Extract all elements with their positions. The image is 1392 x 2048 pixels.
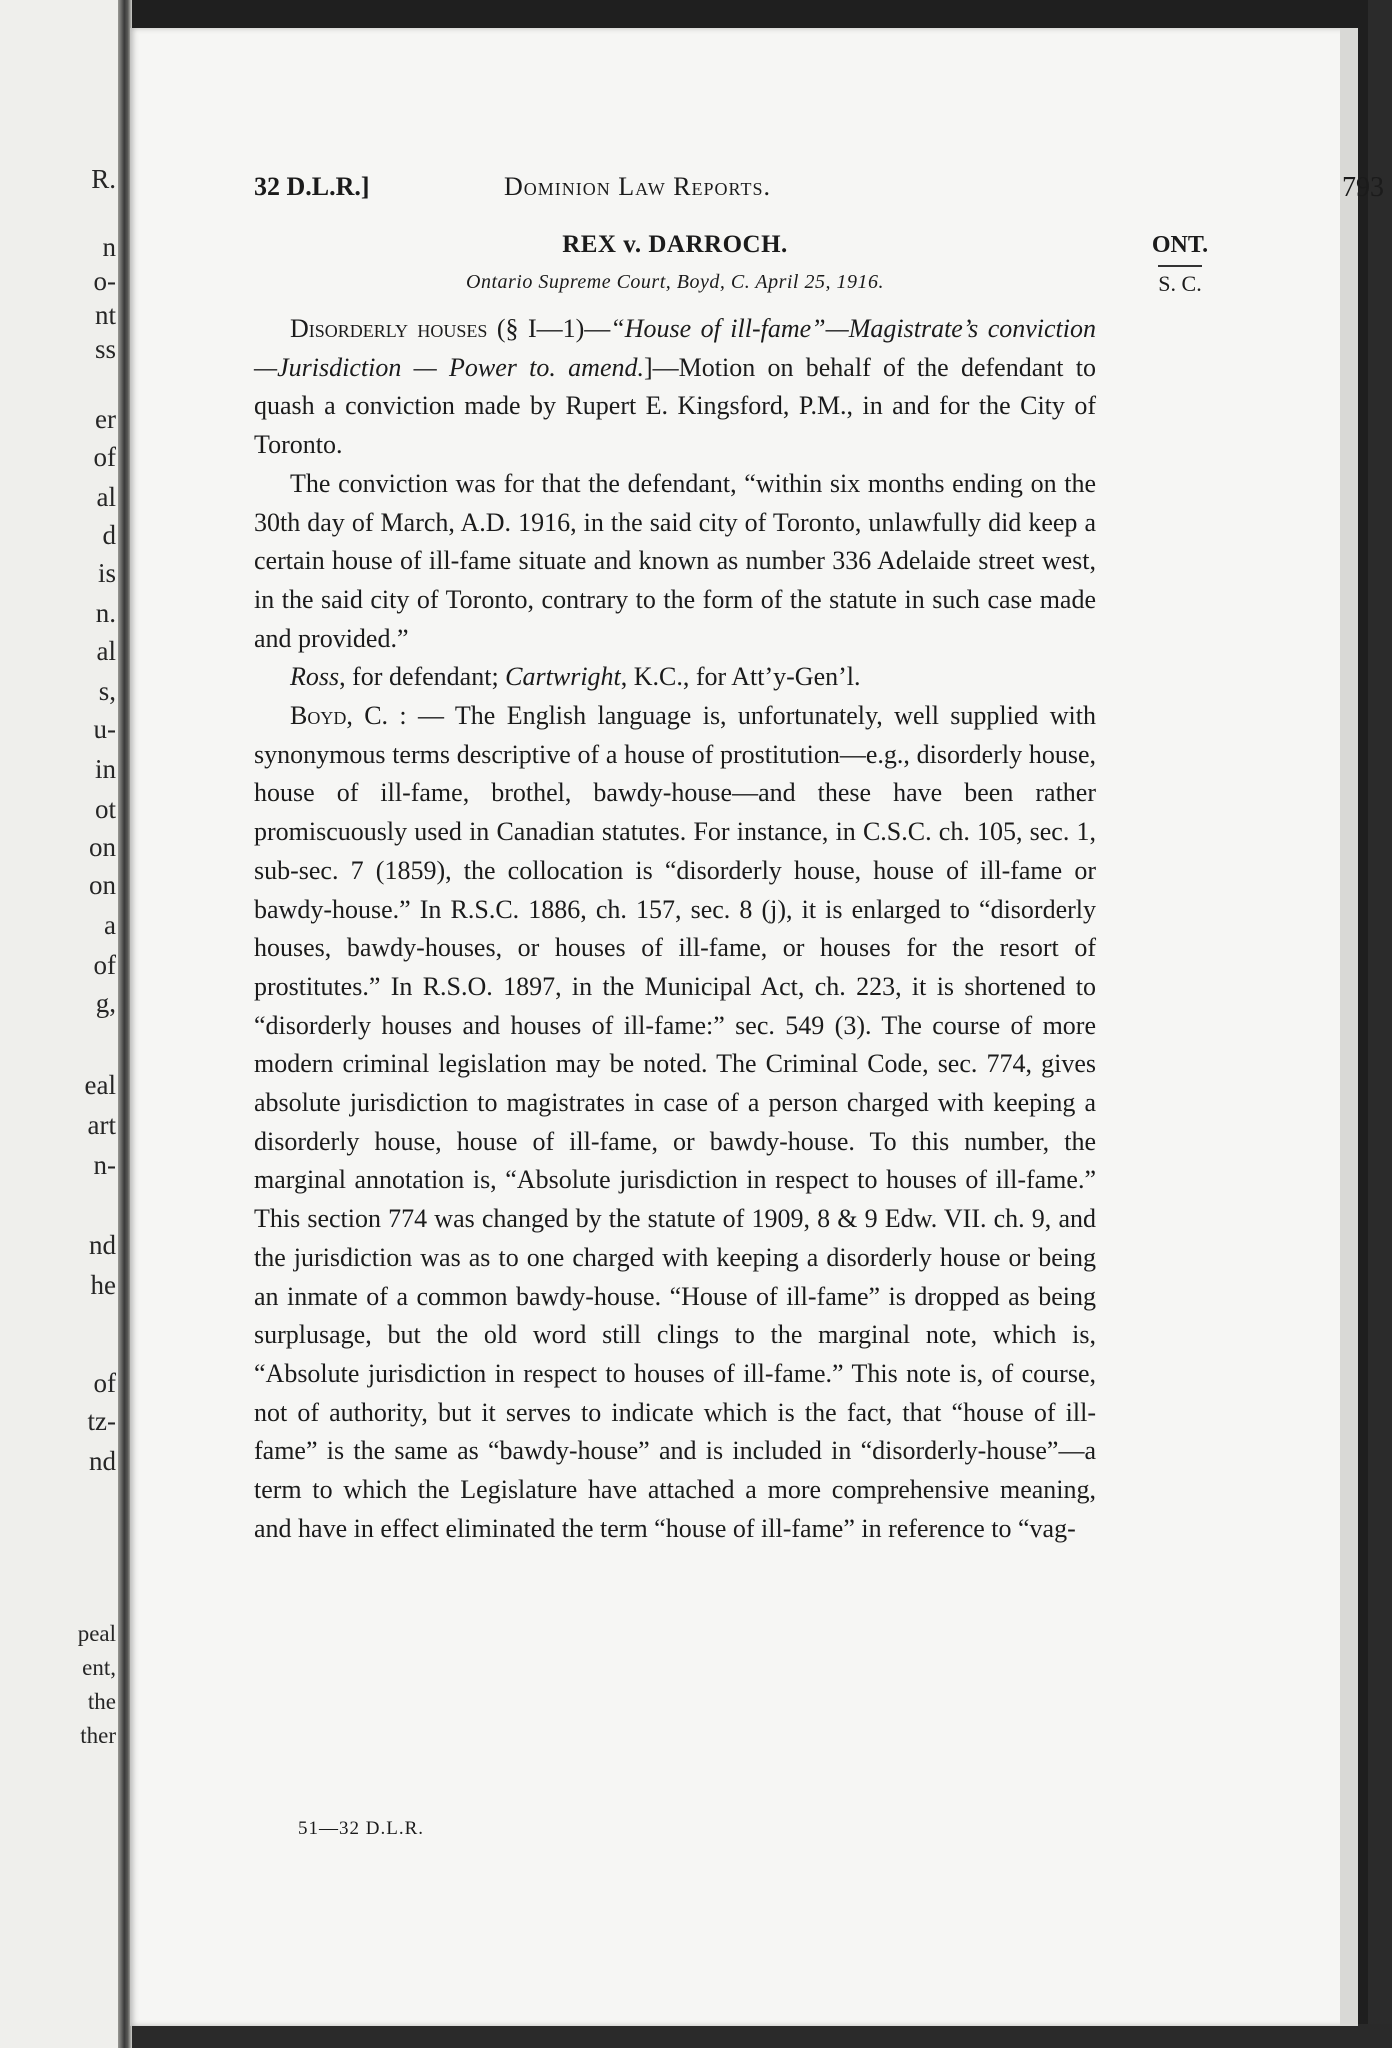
headnote-paragraph <box>254 310 1096 465</box>
previous-page-fragment: of <box>93 1368 116 1398</box>
page-number: 793 <box>1342 172 1384 203</box>
volume-reference: 32 D.L.R.] <box>254 172 370 201</box>
opinion-body <box>254 310 1096 1549</box>
previous-page-fragment: R. <box>91 164 116 194</box>
running-header <box>254 172 1384 208</box>
headnote-label: Disorderly houses <box>290 314 488 343</box>
previous-page-fragment: ot <box>94 794 116 824</box>
previous-page-sliver <box>0 0 122 2048</box>
judgment-text: , C. : — The English language is, unfortunately, well supplied with synonymous terms descriptive of a house of prostitution—e.g., disorderly house, house of ill-fame, brothel, bawdy-house—and these have been rather promiscuously used in Canadian statutes. For instance, in C.S.C. ch. 105, sec. 1, sub-sec. 7 (1859), the collocation is “disorderly house, house of ill-fame or bawdy-house.” In R.S.C. 1886, ch. 157, sec. 8 (j), it is enlarged to “disorderly houses, bawdy-houses, or houses of ill-fame, or houses for the resort of prostitutes.” In R.S.O. 1897, in the Municipal Act, ch. 223, it is shortened to “disorderly houses and houses of ill-fame:” sec. 549 (3). The course of more modern criminal legislation may be noted. The Criminal Code, sec. 774, gives absolute jurisdiction to magistrates in case of a person charged with keeping a disorderly house, house of ill-fame, or bawdy-house. To this number, the marginal annotation is, “Absolute jurisdiction in respect to houses of ill-fame.” This section 774 was changed by the statute of 1909, 8 & 9 Edw. VII. ch. 9, and the jurisdiction was as to one charged with keeping a disorderly house or being an inmate of a common bawdy-house. “House of ill-fame” is dropped as being surplusage, but the old word still clings to the marginal note, which is, “Absolute jurisdiction in respect to houses of ill-fame.” This note is, of course, not of authority, but it serves to indicate which is the fact, that “house of ill-fame” is the same as “bawdy-house” and is included in “disorderly-house”—a term to which the Legislature have attached a more comprehensive meaning, and have in effect eliminated the term “house of ill-fame” in reference to “vag- <box>254 701 1096 1543</box>
counsel-paragraph <box>254 658 1096 697</box>
previous-page-fragment: in <box>94 754 116 784</box>
previous-page-fragment: art <box>87 1110 116 1140</box>
jurisdiction-label: ONT. <box>1151 232 1209 258</box>
previous-page-fragment: n <box>102 232 116 262</box>
counsel-defendant-role: , for defendant; <box>339 662 506 692</box>
conviction-paragraph: The conviction was for that the defendant, “within six months ending on the 30th day of March, A.D. 1916, in the said city of Toronto, unlawfully did keep a certain house of ill-fame situate and known as number 336 Adelaide street west, in the said city of Toronto, contrary to the form of the statute in such case made and provided.” <box>254 468 1096 653</box>
previous-page-fragment: nt <box>94 300 116 330</box>
counsel-crown-role: , K.C., for Att’y-Gen’l. <box>620 662 861 692</box>
previous-page-fragment: al <box>96 482 116 512</box>
previous-page-fragment: he <box>90 1270 116 1300</box>
scanner-edge-bottom <box>0 2024 1392 2048</box>
previous-page-fragment: nd <box>89 1446 116 1476</box>
previous-page-fragment: n. <box>95 598 116 628</box>
previous-page-fragment: o- <box>93 266 116 296</box>
scanner-edge <box>1368 0 1392 2048</box>
previous-page-fragment: of <box>93 442 116 472</box>
previous-page-fragment: eal <box>84 1070 116 1100</box>
previous-page-fragment: g, <box>95 988 116 1018</box>
previous-page-fragment: of <box>93 950 116 980</box>
previous-page-fragment: n- <box>93 1150 116 1180</box>
previous-page-fragment: on <box>89 870 116 900</box>
judge-name: Boyd <box>290 701 347 731</box>
previous-page-fragment: s, <box>98 676 116 706</box>
judgment-paragraph <box>254 697 1096 1548</box>
counsel-crown: Cartwright <box>505 662 621 692</box>
previous-page-fragment: the <box>87 1689 116 1714</box>
headnote-section: (§ I—1)— <box>487 314 611 343</box>
previous-page-fragment: er <box>95 404 116 434</box>
counsel-defendant: Ross <box>290 662 340 692</box>
previous-page-fragment: on <box>89 832 116 862</box>
previous-page-fragment: ss <box>94 334 116 364</box>
previous-page-fragment: ther <box>80 1723 116 1748</box>
previous-page-fragment: ent, <box>82 1655 116 1680</box>
previous-page-fragment: u- <box>93 714 116 744</box>
previous-page-fragment: nd <box>89 1230 116 1260</box>
margin-rule <box>1158 265 1202 267</box>
previous-page-fragment: a <box>104 910 116 940</box>
headnote-topics: “House of ill-fame”—Magistrate’s conviction—Jurisdiction — Power to. amend. <box>254 314 1096 382</box>
previous-page-fragment: al <box>96 636 116 666</box>
previous-page-fragment: tz- <box>87 1406 116 1436</box>
previous-page-fragment: peal <box>77 1621 116 1646</box>
signature-mark: 51—32 D.L.R. <box>298 1818 424 1839</box>
previous-page-fragment: is <box>97 558 116 588</box>
page-edge <box>1340 28 1358 2026</box>
previous-page-fragment: d <box>102 520 116 550</box>
court-abbreviation: S. C. <box>1158 271 1202 296</box>
court-line: Ontario Supreme Court, Boyd, C. April 25, 1916. <box>466 271 884 293</box>
margin-note <box>1140 232 1220 297</box>
reporter-title: Dominion Law Reports. <box>504 172 771 201</box>
headnote-motion: ]—Motion on behalf of the defendant to quash a conviction made by Rupert E. Kingsford, P.M., in and for the City of Toronto. <box>254 352 1096 460</box>
case-title: REX v. DARROCH. <box>562 231 788 258</box>
